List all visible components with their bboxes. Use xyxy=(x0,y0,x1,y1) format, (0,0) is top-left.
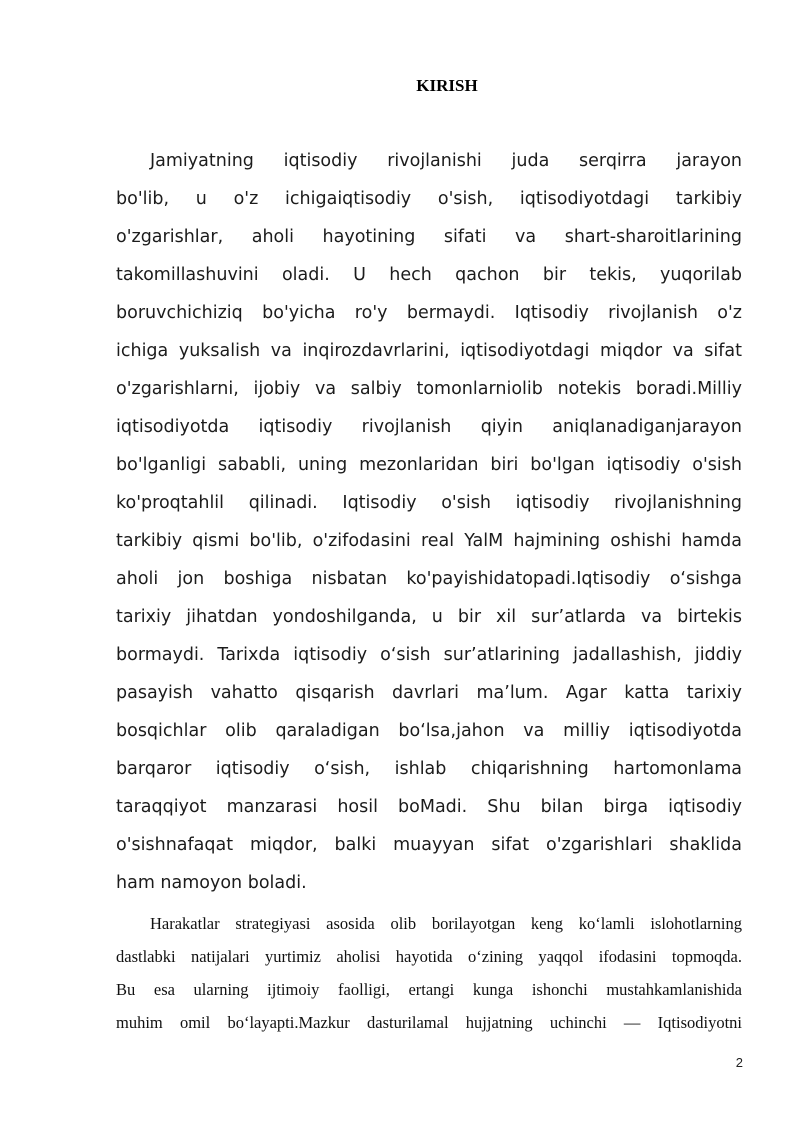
paragraph-2-line: dastlabki natijalari yurtimiz aholisi hayotida o‘zining yaqqol ifodasini topmoqda. xyxy=(116,947,742,966)
page-title: KIRISH xyxy=(416,76,478,95)
paragraph-1-line: bo'lganligi sababli, uning mezonlaridan biri bo'lgan iqtisodiy o'sish xyxy=(116,455,742,475)
paragraph-1-line: o'zgarishlar, aholi hayotining sifati va shart-sharoitlarining xyxy=(116,227,742,247)
paragraph-1-line: Jamiyatning iqtisodiy rivojlanishi juda serqirra jarayon xyxy=(150,151,742,171)
paragraph-1-line: tarixiy jihatdan yondoshilganda, u bir xil sur’atlarda va birtekis xyxy=(116,607,742,627)
paragraph-1-line: o'sishnafaqat miqdor, balki muayyan sifat o'zgarishlari shaklida xyxy=(116,835,742,855)
paragraph-1-line: ham namoyon boladi. xyxy=(116,873,307,893)
paragraph-2-line: muhim omil bo‘layapti.Mazkur dasturilamal hujjatning uchinchi — Iqtisodiyotni xyxy=(116,1013,742,1032)
paragraph-1-line: ichiga yuksalish va inqirozdavrlarini, iqtisodiyotdagi miqdor va sifat xyxy=(116,341,742,361)
paragraph-1-line: taraqqiyot manzarasi hosil boMadi. Shu bilan birga iqtisodiy xyxy=(116,797,742,817)
paragraph-1-line: tarkibiy qismi bo'lib, o'zifodasini real YalM hajmining oshishi hamda xyxy=(116,531,742,551)
paragraph-2-line: Harakatlar strategiyasi asosida olib borilayotgan keng ko‘lamli islohotlarning xyxy=(150,914,742,933)
paragraph-1-line: bosqichlar olib qaraladigan bo‘lsa,jahon va milliy iqtisodiyotda xyxy=(116,721,742,741)
paragraph-1-line: takomillashuvini oladi. U hech qachon bir tekis, yuqorilab xyxy=(116,265,742,285)
paragraph-1-line: o'zgarishlarni, ijobiy va salbiy tomonlarniolib notekis boradi.Milliy xyxy=(116,379,742,399)
page-number: 2 xyxy=(735,1055,743,1070)
paragraph-1-line: ko'proqtahlil qilinadi. Iqtisodiy o'sish iqtisodiy rivojlanishning xyxy=(116,493,742,513)
paragraph-1-line: barqaror iqtisodiy o‘sish, ishlab chiqarishning hartomonlama xyxy=(116,759,742,779)
paragraph-1-line: bormaydi. Tarixda iqtisodiy o‘sish sur’atlarining jadallashish, jiddiy xyxy=(116,645,742,665)
paragraph-1-line: iqtisodiyotda iqtisodiy rivojlanish qiyin aniqlanadiganjarayon xyxy=(116,417,742,437)
paragraph-1-line: bo'lib, u o'z ichigaiqtisodiy o'sish, iqtisodiyotdagi tarkibiy xyxy=(116,189,742,209)
paragraph-2-line: Bu esa ularning ijtimoiy faolligi, ertangi kunga ishonchi mustahkamlanishida xyxy=(116,980,742,999)
paragraph-1-line: pasayish vahatto qisqarish davrlari ma’lum. Agar katta tarixiy xyxy=(116,683,742,703)
paragraph-1-line: boruvchichiziq bo'yicha ro'y bermaydi. Iqtisodiy rivojlanish o'z xyxy=(116,303,742,323)
paragraph-1-line: aholi jon boshiga nisbatan ko'payishidatopadi.Iqtisodiy o‘sishga xyxy=(116,569,742,589)
